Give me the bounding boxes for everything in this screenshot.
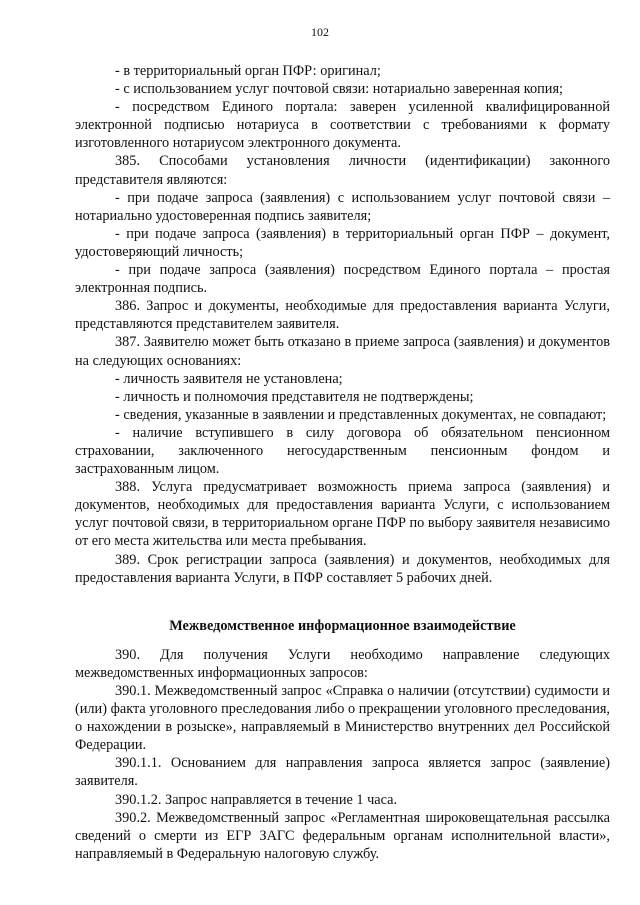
- paragraph: 389. Срок регистрации запроса (заявления) и документов, необходимых для предоставления варианта Услуги, в ПФР составляет 5 рабочих дней.: [75, 551, 610, 586]
- paragraph: - личность и полномочия представителя не подтверждены;: [115, 388, 474, 405]
- paragraph: 390. Для получения Услуги необходимо направление следующих межведомственных информационных запросов:: [75, 646, 610, 681]
- section-heading: Межведомственное информационное взаимодействие: [169, 617, 516, 634]
- page-content: [75, 62, 610, 863]
- paragraph: - сведения, указанные в заявлении и представленных документах, не совпадают;: [115, 406, 607, 423]
- paragraph: - с использованием услуг почтовой связи: нотариально заверенная копия;: [115, 81, 563, 98]
- paragraph: - наличие вступившего в силу договора об обязательном пенсионном страховании, заключенного негосударственным пенсионным фондом и застрахованным лицом.: [75, 424, 610, 478]
- paragraph: 388. Услуга предусматривает возможность приема запроса (заявления) и документов, необходимых для предоставления варианта Услуги, с использованием услуг почтовой связи, в территориальном органе ПФР по выбору заявителя независимо от его места жительства или места пребывания.: [75, 479, 610, 550]
- paragraph: 390.1. Межведомственный запрос «Справка о наличии (отсутствии) судимости и (или) факта уголовного преследования либо о прекращении уголовного преследования, о нахождении в розыске», направляемый в Министерство внутренних дел Российской Федерации.: [75, 683, 610, 754]
- paragraph: 386. Запрос и документы, необходимые для предоставления варианта Услуги, представляются представителем заявителя.: [75, 298, 610, 333]
- paragraph: 387. Заявителю может быть отказано в приеме запроса (заявления) и документов на следующих основаниях:: [75, 334, 610, 369]
- paragraph: - при подаче запроса (заявления) с использованием услуг почтовой связи – нотариально удостоверенная подпись заявителя;: [75, 189, 610, 224]
- paragraph: 390.1.1. Основанием для направления запроса является запрос (заявление) заявителя.: [75, 755, 610, 790]
- paragraph: 390.2. Межведомственный запрос «Регламентная широковещательная рассылка сведений о смерти из ЕГР ЗАГС федеральным органам исполнительной власти», направляемый в Федеральную налоговую службу.: [75, 809, 610, 862]
- paragraph: - в территориальный орган ПФР: оригинал;: [115, 63, 381, 79]
- paragraph: 390.1.2. Запрос направляется в течение 1 часа.: [115, 791, 398, 808]
- paragraph: - при подаче запроса (заявления) в территориальный орган ПФР – документ, удостоверяющий личность;: [75, 225, 610, 260]
- paragraph: 385. Способами установления личности (идентификации) законного представителя являются:: [75, 153, 610, 188]
- page-number: 102: [311, 25, 329, 39]
- paragraph: - личность заявителя не установлена;: [115, 370, 343, 387]
- paragraph: - при подаче запроса (заявления) посредством Единого портала – простая электронная подпись.: [75, 262, 610, 297]
- paragraph: - посредством Единого портала: заверен усиленной квалифицированной электронной подписью нотариуса в соответствии с требованиями к формату изготовленного нотариусом электронного документа.: [75, 99, 610, 152]
